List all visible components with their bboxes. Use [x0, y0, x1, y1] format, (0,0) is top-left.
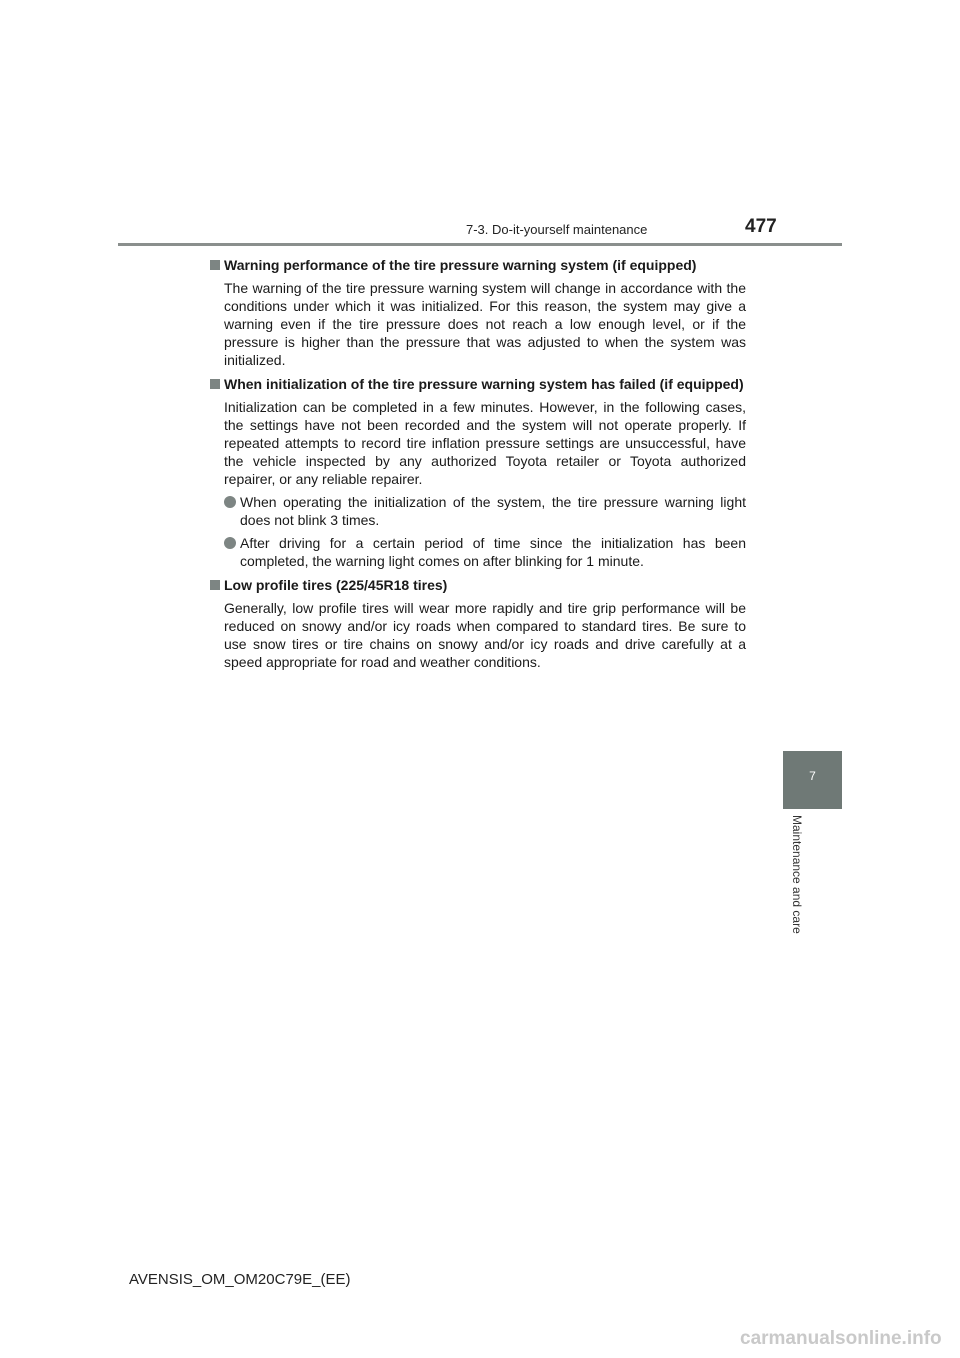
page-number: 477 — [745, 216, 777, 237]
section-heading — [210, 256, 746, 274]
section-heading — [210, 375, 746, 393]
list-item-text: After driving for a certain period of time since the initialization has been completed, the warning light comes on after blinking for 1 minute. — [240, 535, 746, 569]
list-item-text: When operating the initialization of the system, the tire pressure warning light does not blink 3 times. — [240, 494, 746, 528]
square-bullet-icon — [210, 260, 220, 270]
square-bullet-icon — [210, 580, 220, 590]
page-content — [210, 256, 746, 677]
section-heading — [210, 576, 746, 594]
chapter-number: 7 — [809, 769, 816, 783]
header-divider — [118, 243, 842, 246]
section-paragraph: The warning of the tire pressure warning system will change in accordance with the conditions under which it was initialized. For this reason, the system may give a warning even if the tire pressure does not reach a low enough level, or if the pressure is higher than the pressure that was adjusted to when the system was initialized. — [224, 280, 746, 368]
watermark: carmanualsonline.info — [740, 1328, 942, 1349]
section-heading-text: Low profile tires (225/45R18 tires) — [224, 577, 448, 593]
header-section-title: 7-3. Do-it-yourself maintenance — [466, 222, 648, 237]
chapter-label-text: Maintenance and care — [790, 815, 804, 934]
section-initialization-failed — [210, 375, 746, 570]
section-paragraph: Generally, low profile tires will wear more rapidly and tire grip performance will be reduced on snowy and/or icy roads when compared to standard tires. Be sure to use snow tires or tire chains on snowy and/or icy roads and drive carefully at a speed appropriate for road and weather conditions. — [224, 600, 746, 670]
section-warning-performance — [210, 256, 746, 369]
document-code: AVENSIS_OM_OM20C79E_(EE) — [129, 1271, 351, 1288]
section-low-profile-tires — [210, 576, 746, 671]
circle-bullet-icon — [224, 537, 236, 549]
chapter-tab — [783, 751, 842, 809]
section-paragraph: Initialization can be completed in a few minutes. However, in the following cases, the settings have not been recorded and the system will not operate properly. If repeated attempts to record tire inflation pressure settings are unsuccessful, have the vehicle inspected by any authorized Toyota retailer or Toyota authorized repairer, or any reliable repairer. — [224, 399, 746, 487]
section-heading-text: Warning performance of the tire pressure warning system (if equipped) — [224, 257, 697, 273]
section-heading-text: When initialization of the tire pressure warning system has failed (if equipped) — [224, 376, 744, 392]
chapter-label — [785, 815, 809, 965]
list-item — [224, 534, 746, 570]
square-bullet-icon — [210, 379, 220, 389]
list-item — [224, 493, 746, 529]
circle-bullet-icon — [224, 496, 236, 508]
